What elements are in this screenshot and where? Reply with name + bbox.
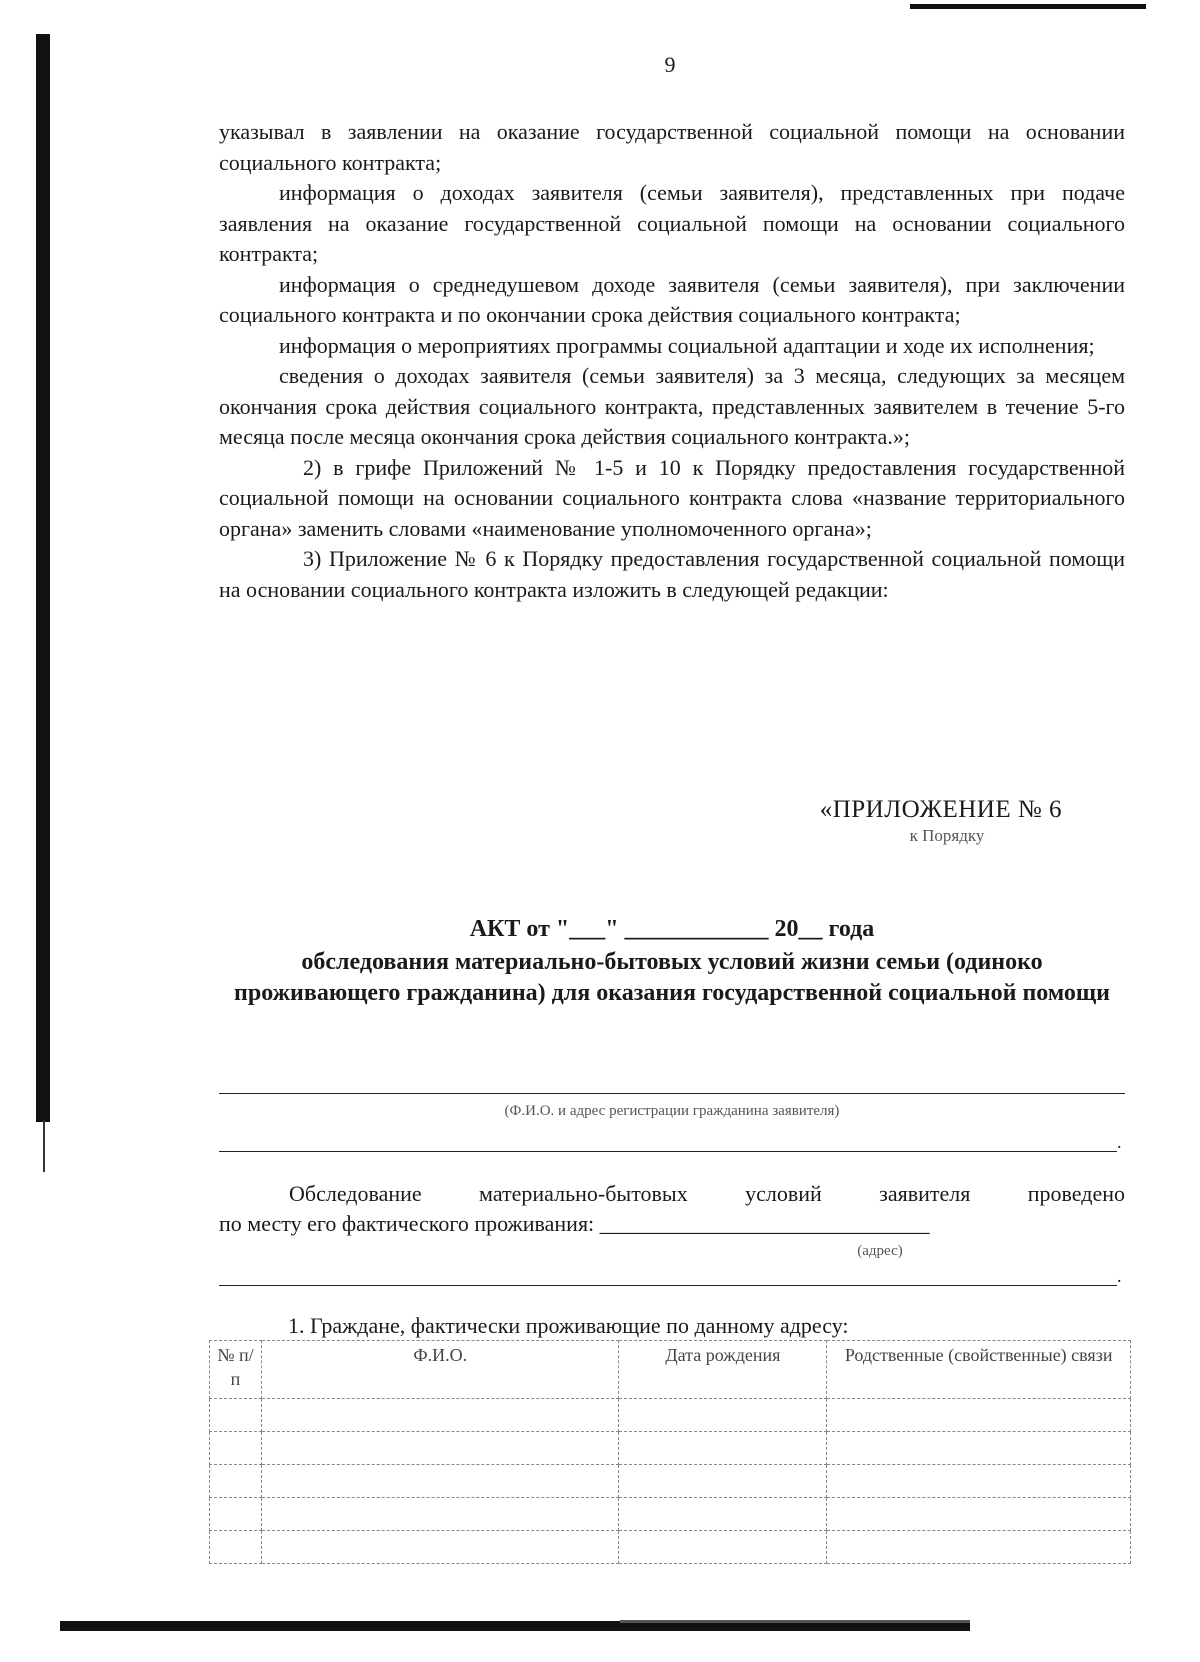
act-heading: [219, 914, 1125, 1009]
address-line-2: [219, 1285, 1117, 1286]
table-cell: [619, 1465, 827, 1498]
applicant-line: [219, 1093, 1125, 1094]
table-cell: [210, 1465, 262, 1498]
table-cell: [210, 1432, 262, 1465]
appendix-subtitle: к Порядку: [909, 826, 985, 845]
act-subtitle: обследования материально-бытовых условий жизни семьи (одиноко проживающего гражданина) для оказания государственной социальной помощи: [234, 949, 1110, 1006]
table-cell: [827, 1399, 1131, 1432]
paragraph: информация о доходах заявителя (семьи заявителя), представленных при подаче заявления на оказание государственной социальной помощи на основании социального контракта;: [219, 180, 1125, 266]
act-title: АКТ от "___" ____________ 20__ года: [469, 916, 875, 942]
survey-line: Обследование материально-бытовых условий заявителя проведено: [289, 1181, 1125, 1206]
scan-edge-top: [910, 4, 1146, 9]
table-cell: [827, 1432, 1131, 1465]
appendix-stamp: [820, 796, 1062, 846]
survey-line: по месту его фактического проживания: ______________________________: [219, 1211, 930, 1236]
paragraph: 2) в грифе Приложений № 1-5 и 10 к Порядку предоставления государственной социальной помощи на основании социального контракта слова «название территориального органа» заменить словами «наименование уполномоченного органа»;: [219, 454, 1125, 541]
table-cell: [827, 1465, 1131, 1498]
col-header-name: Ф.И.О.: [261, 1341, 619, 1399]
table-row: [210, 1432, 1131, 1465]
line-end-dot: .: [1117, 1132, 1122, 1152]
table-header-row: [210, 1341, 1131, 1399]
residents-table: [209, 1340, 1131, 1564]
scan-edge-bottom-thin: [620, 1620, 970, 1623]
table-cell: [210, 1531, 262, 1564]
applicant-line-2: [219, 1151, 1117, 1152]
table-cell: [827, 1531, 1131, 1564]
applicant-caption: (Ф.И.О. и адрес регистрации гражданина заявителя): [504, 1103, 840, 1119]
paragraph: информация о мероприятиях программы социальной адаптации и ходе их исполнения;: [279, 332, 1095, 358]
paragraph: информация о среднедушевом доходе заявителя (семьи заявителя), при заключении социального контракта и по окончании срока действия социального контракта;: [219, 271, 1125, 327]
table-cell: [619, 1531, 827, 1564]
table-cell: [619, 1498, 827, 1531]
table-cell: [261, 1465, 619, 1498]
col-header-birthdate: Дата рождения: [619, 1341, 827, 1399]
table-cell: [827, 1498, 1131, 1531]
line-end-dot: .: [1117, 1266, 1122, 1286]
table-row: [210, 1399, 1131, 1432]
page-number: 9: [664, 52, 676, 77]
table-cell: [210, 1498, 262, 1531]
table-cell: [261, 1531, 619, 1564]
table-cell: [261, 1498, 619, 1531]
table-cell: [261, 1432, 619, 1465]
scan-edge-left: [36, 34, 50, 1122]
paragraph: указывал в заявлении на оказание государственной социальной помощи на основании социального контракта;: [219, 119, 1125, 175]
survey-text: [219, 1179, 1125, 1239]
table-cell: [261, 1399, 619, 1432]
body-text: [219, 117, 1125, 605]
table-row: [210, 1531, 1131, 1564]
table-row: [210, 1498, 1131, 1531]
appendix-title: «ПРИЛОЖЕНИЕ № 6: [819, 796, 1062, 823]
paragraph: 3) Приложение № 6 к Порядку предоставления государственной социальной помощи на основании социального контракта изложить в следующей редакции:: [219, 546, 1125, 602]
paragraph: сведения о доходах заявителя (семьи заявителя) за 3 месяца, следующих за месяцем окончания срока действия социального контракта, представленных заявителем в течение 5-го месяца после месяца окончания срока действия социального контракта.»;: [219, 363, 1125, 449]
col-header-number: № п/п: [210, 1341, 262, 1399]
address-caption: (адрес): [857, 1243, 903, 1259]
table-cell: [619, 1432, 827, 1465]
table-cell: [210, 1399, 262, 1432]
scan-edge-left-thin: [43, 1120, 45, 1172]
table-cell: [619, 1399, 827, 1432]
table-row: [210, 1465, 1131, 1498]
col-header-relation: Родственные (свойственные) связи: [827, 1341, 1131, 1399]
section-1-title: 1. Граждане, фактически проживающие по данному адресу:: [288, 1313, 849, 1338]
